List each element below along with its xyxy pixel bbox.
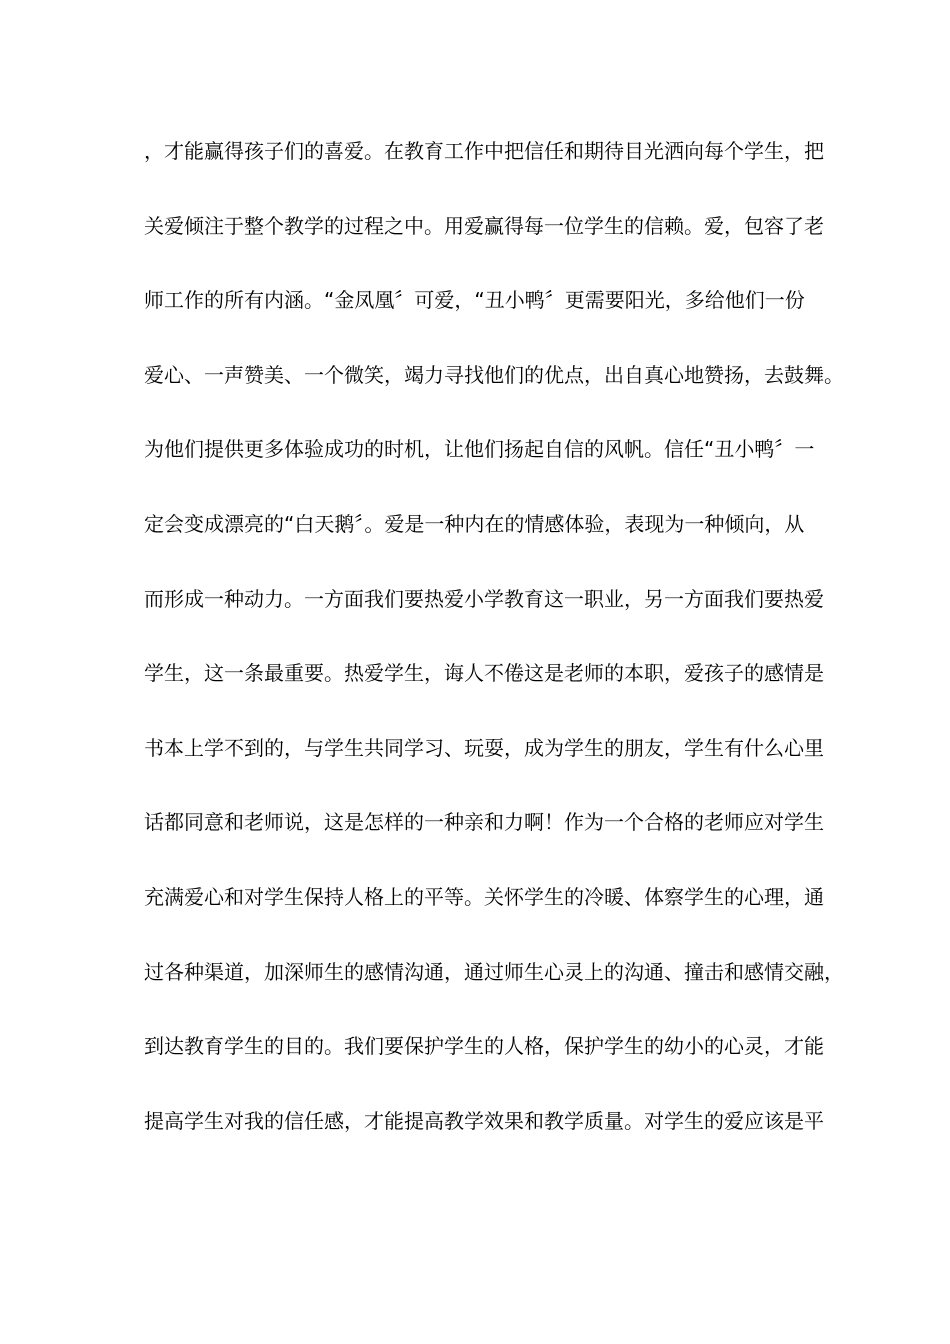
body-text <box>144 132 844 1176</box>
text-line: 关爱倾注于整个教学的过程之中。用爱赢得每一位学生的信赖。爱，包容了老 <box>144 213 824 238</box>
text-line: ，才能赢得孩子们的喜爱。在教育工作中把信任和期待目光洒向每个学生，把 <box>144 139 824 163</box>
text-line: 而形成一种动力。一方面我们要热爱小学教育这一职业，另一方面我们要热爱 <box>144 586 824 611</box>
text-line: 爱心、一声赞美、一个微笑，竭力寻找他们的优点，出自真心地赞扬，去鼓舞。 <box>144 362 844 387</box>
text-line: 学生，这一条最重要。热爱学生，诲人不倦这是老师的本职，爱孩子的感情是 <box>144 661 824 686</box>
text-line: 过各种渠道，加深师生的感情沟通，通过师生心灵上的沟通、撞击和感情交融， <box>144 959 844 984</box>
text-line: 到达教育学生的目的。我们要保护学生的人格，保护学生的幼小的心灵，才能 <box>144 1034 824 1059</box>
text-line: 提高学生对我的信任感，才能提高教学效果和教学质量。对学生的爱应该是平 <box>144 1108 824 1133</box>
text-line: 话都同意和老师说，这是怎样的一种亲和力啊！作为一个合格的老师应对学生 <box>144 810 824 835</box>
text-line: 师工作的所有内涵。“金凤凰〞可爱，“丑小鸭〞更需要阳光，多给他们一份 <box>144 288 805 313</box>
text-line: 充满爱心和对学生保持人格上的平等。关怀学生的冷暖、体察学生的心理，通 <box>144 884 824 909</box>
text-line: 为他们提供更多体验成功的时机，让他们扬起自信的风帆。信任“丑小鸭〞一 <box>144 437 815 462</box>
text-line: 定会变成漂亮的“白天鹅〞。爱是一种内在的情感体验，表现为一种倾向，从 <box>144 511 805 536</box>
text-line: 书本上学不到的，与学生共同学习、玩耍，成为学生的朋友，学生有什么心里 <box>144 735 824 760</box>
